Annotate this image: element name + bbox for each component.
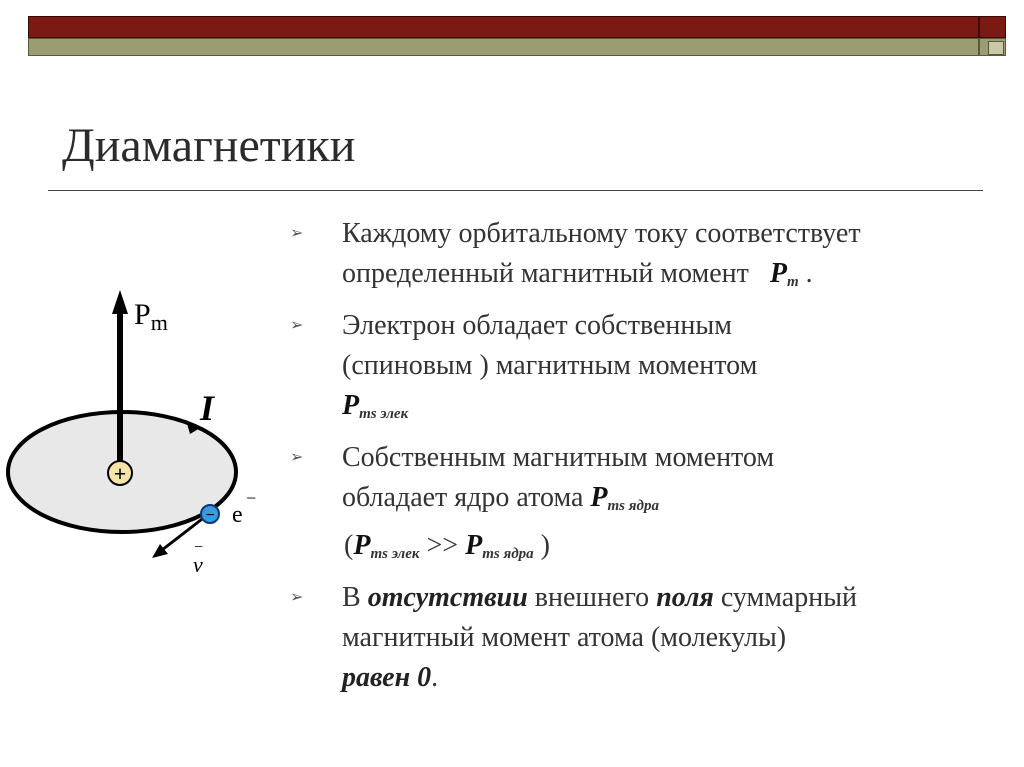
bullet-item xyxy=(290,438,990,574)
bullet-line: определенный магнитный момент $P_m$ . xyxy=(342,258,813,290)
electron-label: e xyxy=(232,502,243,528)
bullet-arrow-icon: ➢ xyxy=(290,225,304,242)
bullet-list xyxy=(290,214,990,698)
bullet-arrow-icon: ➢ xyxy=(290,589,304,606)
bullet-line: $P_{ms элек}$ xyxy=(342,390,409,422)
symbol-pms-yadra: P xyxy=(590,482,608,513)
moment-arrowhead xyxy=(112,290,128,314)
symbol-pm: P xyxy=(769,258,787,289)
header-square-inner xyxy=(988,41,1004,55)
bullet-item xyxy=(290,578,990,698)
bullet-item xyxy=(290,214,990,302)
bullet-line: Каждому орбитальному току соответствует xyxy=(342,218,861,249)
current-label: I xyxy=(200,388,215,428)
bullet-arrow-icon: ➢ xyxy=(290,449,304,466)
moment-label: $P_m$ xyxy=(134,298,168,335)
title-divider xyxy=(48,190,983,191)
bullet-arrow-icon: ➢ xyxy=(290,317,304,334)
bullet-line: магнитный момент атома (молекулы) xyxy=(342,622,787,653)
bullet-line: Электрон обладает собственным xyxy=(342,310,732,341)
header-square-red xyxy=(979,16,1006,38)
bullet-item xyxy=(290,306,990,434)
nucleus-sign: + xyxy=(113,461,127,486)
electron-charge-sup: − xyxy=(246,488,257,508)
velocity-bar: − xyxy=(194,539,204,556)
electron-sign: − xyxy=(205,507,215,524)
bullet-line: Собственным магнитным моментом xyxy=(342,442,775,473)
bullet-line: равен 0. xyxy=(342,662,439,693)
header-bar-olive xyxy=(28,38,979,56)
bullet-line: обладает ядро атома $P_{ms ядра}$ xyxy=(342,482,659,514)
symbol-pms-elek: P xyxy=(342,390,360,421)
bullet-line: В отсутствии внешнего поля суммарный xyxy=(342,582,858,613)
orbit-diagram xyxy=(0,280,290,580)
bullet-line: ($P_{ms элек} >> P_{ms ядра}$ ) xyxy=(344,530,550,562)
velocity-label: v xyxy=(193,552,203,577)
slide-title: Диамагнетики xyxy=(62,119,356,172)
bullet-line: (спиновым ) магнитным моментом xyxy=(342,350,758,381)
header-bar-red xyxy=(28,16,979,38)
